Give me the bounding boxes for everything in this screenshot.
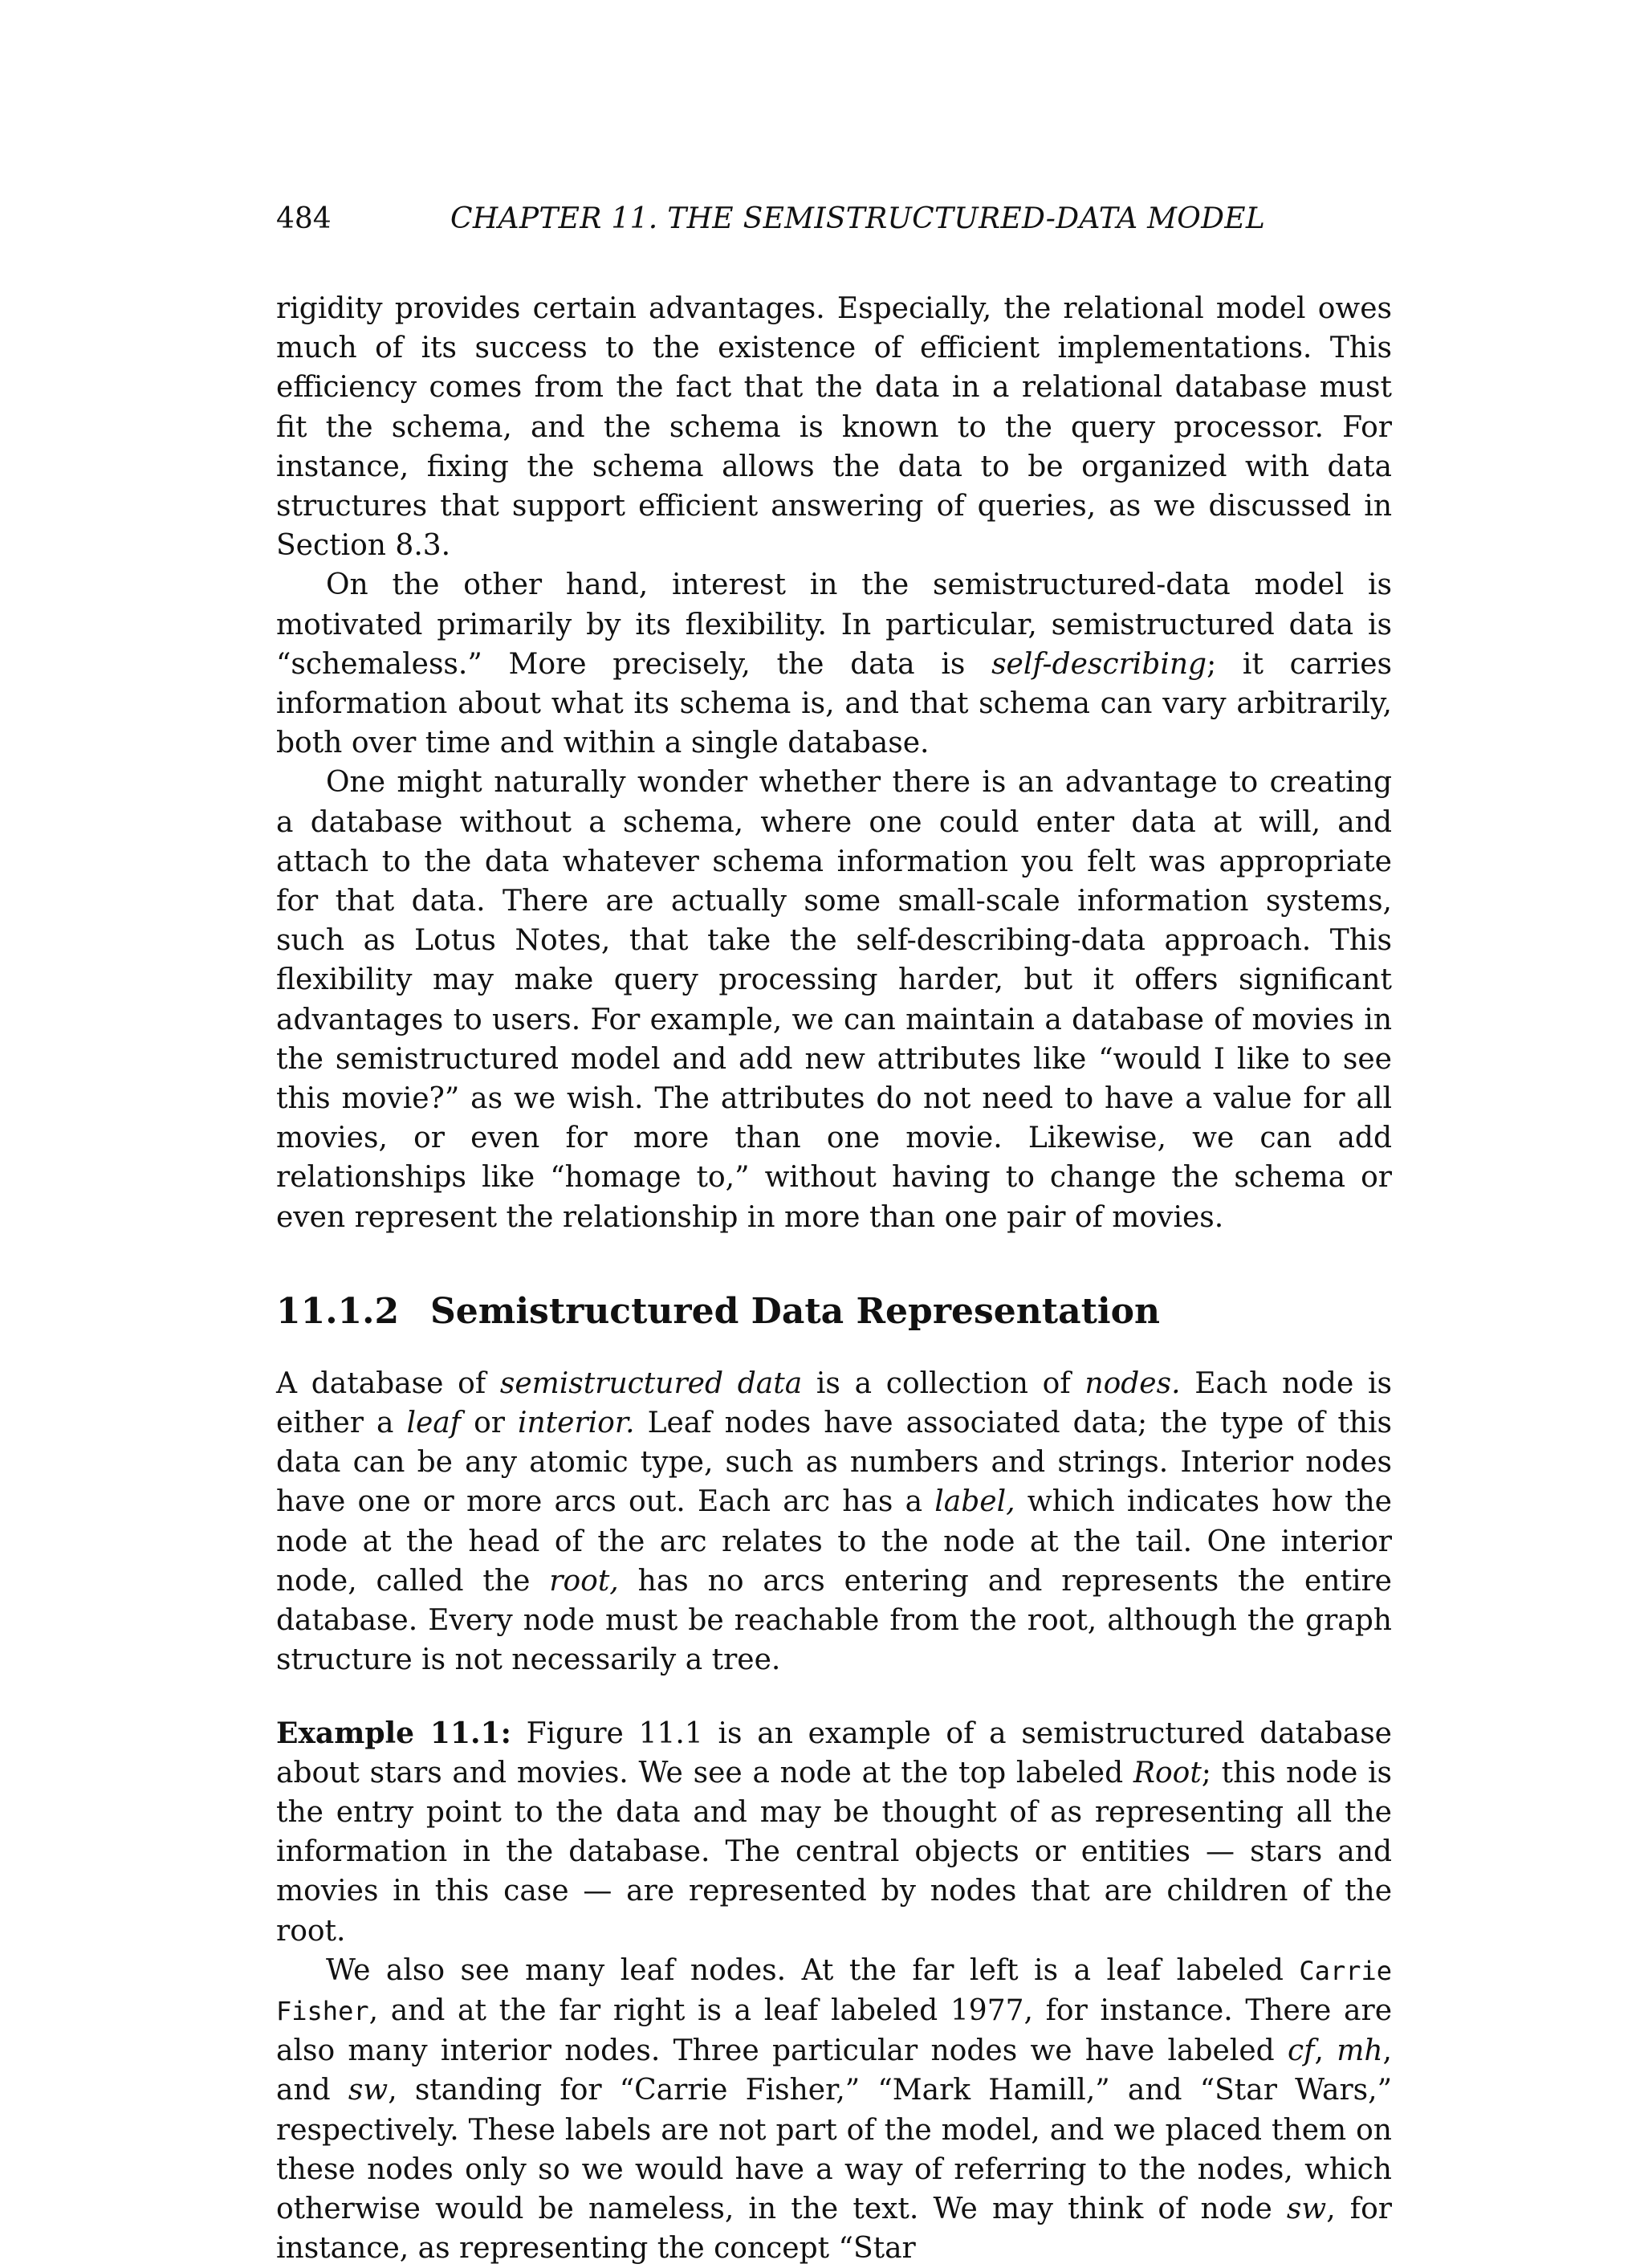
paragraph-text: is a collection of — [802, 1366, 1085, 1400]
example-label: Example 11.1: — [276, 1716, 511, 1750]
paragraph-advantages — [276, 763, 1392, 1236]
paragraph-text: rigidity provides certain advantages. Especially, the relational model owes much of its success to the existence of efficient implementations. This efficiency comes from the fact that the data in a relational database must fit the schema, and the schema is known to the query processor. For instance, fixing the schema allows the data to be organized with data structures that support efficient answering of queries, as we discussed in Section 8.3. — [276, 292, 1392, 563]
paragraph-text: Figure 11.1 is an example of a semistructured database about stars and movies. We see a node at the top labeled — [276, 1716, 1392, 1790]
paragraph-text: , standing for “Carrie Fisher,” “Mark Hamill,” and “Star Wars,” respectively. These labels are not part of the model, and we placed them on these nodes only so we would have a way of referring to the nodes, which otherwise would be nameless, in the text. We may think of node — [276, 2074, 1392, 2225]
term-cf: cf — [1287, 2034, 1315, 2068]
paragraph-text: ; this node is the entry point to the data and may be thought of as representing all the information in the database. The central objects or entities — stars and movies in this case — are represented by nodes that are children of the root. — [276, 1756, 1392, 1948]
body-text — [276, 289, 1392, 2268]
running-head — [276, 199, 1392, 239]
term-mh: mh — [1337, 2034, 1383, 2068]
code-carrie-fisher: Carrie Fisher — [276, 1955, 1392, 2026]
paragraph-text: On the other hand, interest in the semistructured-data model is motivated primarily by its flexibility. In particular, semistructured data is “schemaless.” More precisely, the data is — [276, 568, 1392, 681]
paragraph-nodes — [276, 1364, 1392, 1680]
term-root-node: Root — [1133, 1756, 1202, 1790]
term-leaf: leaf — [406, 1407, 462, 1440]
term-label: label, — [934, 1485, 1015, 1519]
page-number: 484 — [276, 202, 332, 235]
section-heading — [276, 1289, 1392, 1335]
paragraph-leaf-nodes — [276, 1951, 1392, 2268]
paragraph-text: Leaf nodes have associated data; the type of this data can be any atomic type, such as numbers and strings. Interior nodes have one or more arcs out. Each arc has a — [276, 1407, 1392, 1519]
term-sw: sw — [348, 2074, 389, 2107]
paragraph-text: Each node is either a — [276, 1366, 1392, 1440]
paragraph-text: One might naturally wonder whether there is an advantage to creating a database without a schema, where one could enter data at will, and attach to the data whatever schema information you felt was appropriate for that data. There are actually some small-scale information systems, such as Lotus Notes, that take the self-describing-data approach. This flexibility may make query processing harder, but it offers significant advantages to users. For example, we can maintain a database of movies in the semistructured model and add new attributes like “would I like to see this movie?” as we wish. The attributes do not need to have a value for all movies, or even for more than one movie. Likewise, we can add relationships like “homage to,” without having to change the schema or even represent the relationship in more than one pair of movies. — [276, 766, 1392, 1234]
paragraph-text: We also see many leaf nodes. At the far left is a leaf labeled — [326, 1953, 1300, 1987]
term-self-describing: self-describing — [991, 647, 1207, 681]
paragraph-flexibility — [276, 565, 1392, 763]
chapter-title: CHAPTER 11. THE SEMISTRUCTURED-DATA MODEL — [450, 202, 1266, 235]
paragraph-text: ; it carries information about what its schema is, and that schema can vary arbitrarily, both over time and within a single database. — [276, 647, 1392, 760]
paragraph-text: , and at the far right is a leaf labeled 1977, for instance. There are also many interior nodes. Three particular nodes we have labeled — [276, 1993, 1392, 2068]
paragraph-text: , — [1314, 2034, 1337, 2068]
paragraph-text: has no arcs entering and represents the entire database. Every node must be reachable from the root, although the graph structure is not necessarily a tree. — [276, 1564, 1392, 1677]
paragraph-text: A database of — [276, 1366, 500, 1400]
paragraph-text: or — [461, 1407, 518, 1440]
section-title: Semistructured Data Representation — [430, 1290, 1160, 1332]
example-11-1 — [276, 1714, 1392, 1951]
term-root: root, — [549, 1564, 619, 1598]
paragraph-text: , for instance, as representing the concept “Star — [276, 2192, 1392, 2266]
paragraph-text: , and — [276, 2034, 1392, 2107]
term-nodes: nodes. — [1084, 1366, 1181, 1400]
section-number: 11.1.2 — [276, 1290, 400, 1332]
term-interior: interior. — [517, 1407, 635, 1440]
paragraph-rigidity — [276, 289, 1392, 565]
paragraph-text: which indicates how the node at the head of the arc relates to the node at the tail. One interior node, called the — [276, 1485, 1392, 1598]
term-semistructured-data: semistructured data — [499, 1366, 803, 1400]
term-sw-node: sw — [1286, 2192, 1327, 2225]
book-page — [276, 0, 1392, 2266]
